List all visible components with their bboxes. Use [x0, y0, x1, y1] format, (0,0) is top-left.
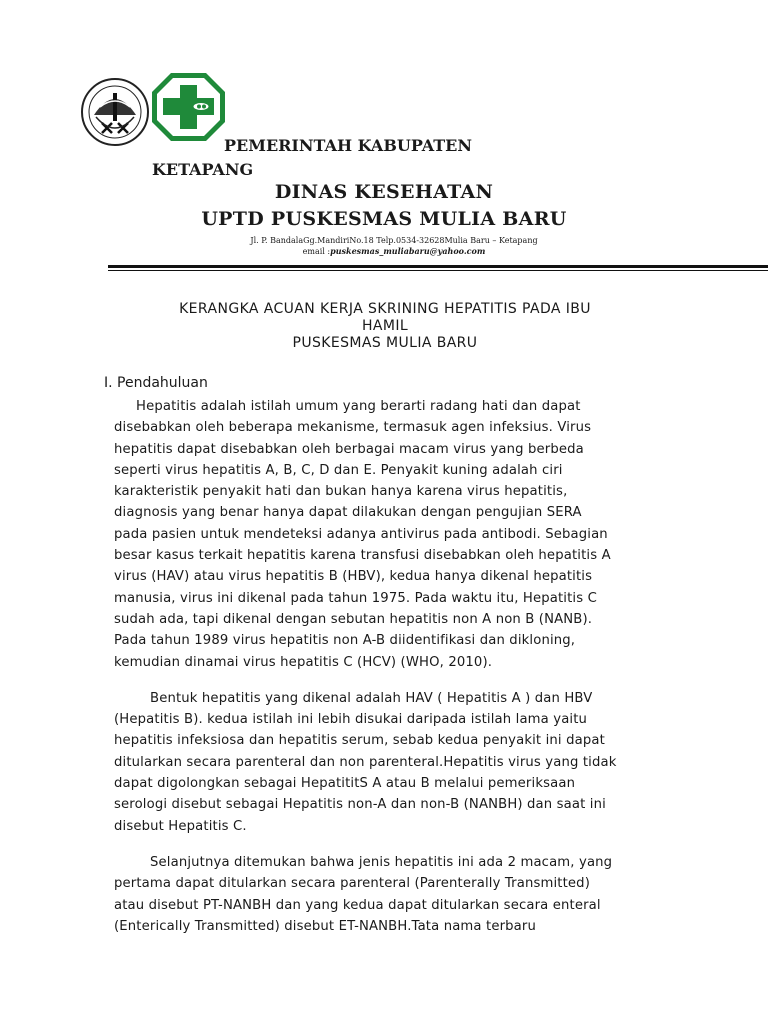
section-heading: I. Pendahuluan [104, 375, 208, 391]
paragraph-3 [114, 852, 684, 937]
title-line-3: PUSKESMAS MULIA BARU [292, 335, 478, 351]
header-divider-thin [108, 270, 768, 271]
text-line: Bentuk hepatitis yang dikenal adalah HAV ( Hepatitis A ) dan HBV [150, 690, 593, 706]
text-line: ditularkan secara parenteral dan non parenteral.Hepatitis virus yang tidak [114, 754, 617, 770]
text-line: sudah ada, tapi dikenal dengan sebutan hepatitis non A non B (NANB). [114, 611, 593, 627]
header-department: DINAS KESEHATAN [274, 181, 494, 203]
title-line-2: HAMIL [361, 318, 409, 334]
text-line: seperti virus hepatitis A, B, C, D dan E. Penyakit kuning adalah ciri [114, 462, 563, 478]
text-line: diagnosis yang benar hanya dapat dilakukan dengan pengujian SERA [114, 505, 582, 521]
text-line: pada pasien untuk mendeteksi adanya antivirus pada antibodi. Sebagian [114, 526, 608, 542]
header-regency: KETAPANG [152, 160, 254, 179]
document-title [90, 301, 680, 352]
text-line: serologi disebut sebagai Hepatitis non-A dan non-B (NANBH) dan saat ini [114, 797, 606, 813]
title-line-1: KERANGKA ACUAN KERJA SKRINING HEPATITIS PADA IBU [179, 301, 591, 317]
paragraph-1 [114, 396, 684, 673]
email-label: email : [302, 247, 331, 256]
header-divider-thick [108, 265, 768, 268]
text-line: manusia, virus ini dikenal pada tahun 1975. Pada waktu itu, Hepatitis C [114, 590, 597, 606]
header-government: PEMERINTAH KABUPATEN [224, 136, 472, 155]
header-address: Jl. P. BandalaGg.MandiriNo.18 Telp.0534-32628Mulia Baru – Ketapang [250, 236, 538, 245]
text-line: hepatitis infeksiosa dan hepatitis serum, sebab kedua penyakit ini dapat [114, 733, 605, 749]
text-line: Hepatitis adalah istilah umum yang berarti radang hati dan dapat [136, 399, 581, 414]
header-uptd: UPTD PUSKESMAS MULIA BARU [201, 208, 567, 230]
text-line: disebut Hepatitis C. [114, 818, 247, 834]
text-line: (Hepatitis B). kedua istilah ini lebih disukai daripada istilah lama yaitu [114, 712, 588, 728]
paragraph-2 [114, 688, 684, 837]
text-line: karakteristik penyakit hati dan bukan hanya karena virus hepatitis, [114, 484, 568, 500]
text-line: dapat digolongkan sebagai HepatititS A atau B melalui pemeriksaan [114, 776, 576, 792]
text-line: kemudian dinamai virus hepatitis C (HCV) (WHO, 2010). [114, 654, 493, 670]
text-line: (Enterically Transmitted) disebut ET-NANBH.Tata nama terbaru [114, 918, 536, 934]
text-line: Selanjutnya ditemukan bahwa jenis hepatitis ini ada 2 macam, yang [150, 854, 613, 870]
text-line: hepatitis dapat disebabkan oleh berbagai macam virus yang berbeda [114, 441, 584, 457]
text-line: disebabkan oleh beberapa mekanisme, termasuk agen infeksius. Virus [114, 420, 592, 436]
puskesmas-logo-icon [151, 72, 226, 142]
email-link[interactable]: puskesmas_muliabaru@yahoo.com [330, 246, 486, 256]
kabupaten-seal-icon [80, 77, 150, 147]
header-email-line [0, 246, 768, 256]
text-line: besar kasus terkait hepatitis karena transfusi disebabkan oleh hepatitis A [114, 548, 611, 564]
text-line: Pada tahun 1989 virus hepatitis non A-B diidentifikasi dan dikloning, [114, 633, 576, 649]
document-body [114, 396, 684, 952]
text-line: atau disebut PT-NANBH dan yang kedua dapat ditularkan secara enteral [114, 897, 601, 913]
text-line: virus (HAV) atau virus hepatitis B (HBV), kedua hanya dikenal hepatitis [114, 569, 593, 585]
text-line: pertama dapat ditularkan secara parenteral (Parenterally Transmitted) [114, 876, 590, 892]
